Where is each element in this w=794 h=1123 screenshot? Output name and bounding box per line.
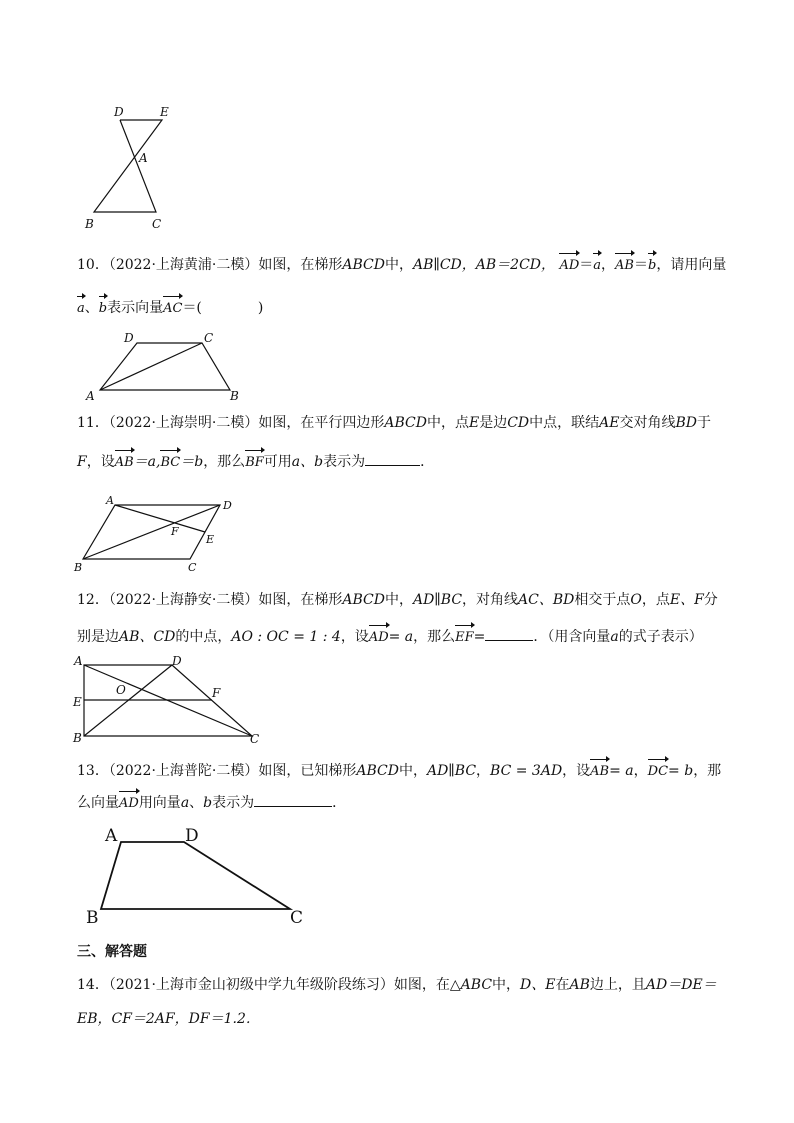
- label-d: D: [114, 105, 124, 119]
- q14-line1: 14．（2021·上海市金山初级中学九年级阶段练习）如图，在△ABC中，D、E在AB边上，且AD＝DE＝: [77, 977, 717, 993]
- svg-text:C: C: [250, 732, 260, 746]
- label-a: A: [139, 151, 148, 165]
- svg-text:A: A: [106, 495, 114, 507]
- figure-trapezoid-q12: [70, 650, 270, 754]
- vector-a: a: [593, 250, 601, 276]
- q13-line1: 13．（2022·上海普陀·二模）如图，已知梯形ABCD中，AD∥BC，BC = 3AD，设AB= a，DC= b，那: [77, 756, 721, 782]
- q11-line1: 11．（2022·上海崇明·二模）如图，在平行四边形ABCD中，点E是边CD中点，联结AE交对角线BD于: [77, 415, 711, 431]
- q10-line2: a、b表示向量AC＝( ): [77, 293, 263, 319]
- svg-text:B: B: [74, 561, 83, 574]
- q14-line2: EB，CF＝2AF，DF＝1.2．: [77, 1011, 260, 1027]
- svg-text:D: D: [124, 331, 134, 345]
- svg-text:A: A: [86, 389, 95, 403]
- label-c: C: [152, 217, 162, 231]
- svg-text:C: C: [188, 561, 197, 574]
- label-b: B: [85, 217, 94, 231]
- hourglass-svg: [80, 100, 180, 235]
- svg-text:O: O: [116, 683, 126, 697]
- svg-text:F: F: [212, 686, 221, 700]
- section-heading: 三、解答题: [77, 944, 147, 960]
- vector-ab: AB: [615, 250, 634, 276]
- q12-line2: 别是边AB、CD的中点，AO : OC = 1 : 4，设AD= a，那么EF= ．（用含向量a的式子表示）: [77, 622, 703, 648]
- svg-text:E: E: [206, 533, 215, 546]
- figure-parallelogram-q11: [72, 495, 247, 579]
- svg-text:D: D: [223, 499, 232, 512]
- svg-text:D: D: [185, 826, 199, 846]
- svg-text:D: D: [172, 654, 182, 668]
- q11-line2: F，设AB＝a,BC＝b，那么BF可用a、b表示为 ．: [77, 447, 434, 473]
- figure-hourglass: [80, 100, 180, 239]
- q10-line1: 10．（2022·上海黄浦·二模）如图，在梯形ABCD中，AB∥CD，AB＝2CD， AD＝a，AB＝b，请用向量: [77, 250, 726, 276]
- q12-line1: 12．（2022·上海静安·二模）如图，在梯形ABCD中，AD∥BC，对角线AC、BD相交于点O，点E、F分: [77, 592, 718, 608]
- svg-text:B: B: [86, 908, 99, 928]
- svg-text:C: C: [204, 331, 214, 345]
- answer-blank: [365, 453, 420, 466]
- svg-text:B: B: [73, 731, 82, 745]
- label-e: E: [160, 105, 169, 119]
- svg-text:F: F: [171, 525, 179, 538]
- svg-text:A: A: [74, 654, 83, 668]
- svg-text:A: A: [105, 826, 118, 846]
- vector-b: b: [648, 250, 656, 276]
- svg-text:E: E: [73, 695, 82, 709]
- figure-trapezoid-q13: [80, 820, 320, 934]
- q13-line2: 么向量AD用向量a、b表示为 ．: [77, 788, 346, 814]
- svg-text:B: B: [230, 389, 239, 403]
- figure-trapezoid-q10: [80, 330, 250, 409]
- svg-text:C: C: [290, 908, 304, 928]
- vector-ad: AD: [559, 250, 579, 276]
